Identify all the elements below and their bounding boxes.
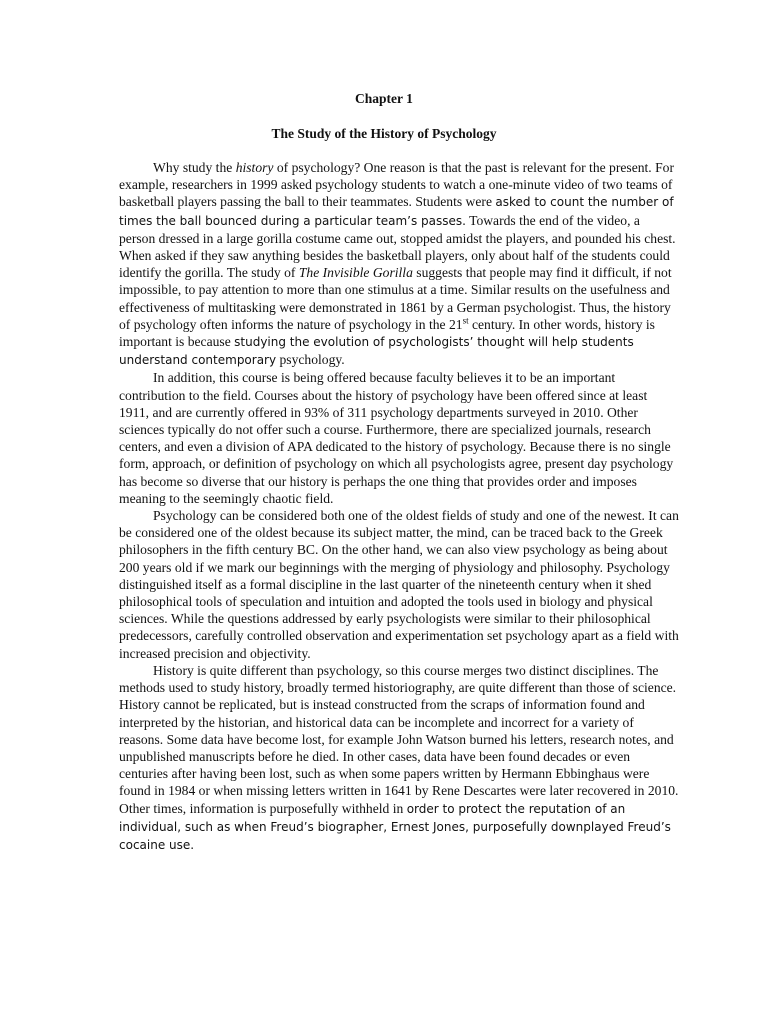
p4-text-b: order to protect the reputation of an individual, such as when Freud’s biographer, Ernest Jones, purposefully downplayed Freud’s cocaine use.: [119, 801, 671, 852]
p4-text-a: History is quite different than psychology, so this course merges two distinct disciplines. The methods used to study history, broadly termed historiography, are quite different than those of science. History cannot be replicated, but is instead constructed from the scraps of information found and interpreted by the historian, and historical data can be incomplete and incorrect for a variety of reasons. Some data have become lost, for example John Watson burned his letters, research notes, and unpublished manuscripts before he died. In other cases, data have been found decades or even centuries after having been lost, such as when some papers written by Hermann Ebbinghaus were found in 1984 or when missing letters written in 1641 by Rene Descartes were later recovered in 2010. Other times, information is purposefully withheld in: [119, 662, 679, 816]
p1-superscript: st: [462, 315, 469, 326]
p1-text-c: of psychology? One reason is that the past is relevant for the present. For example, researchers in 1999 asked psychology students to watch a one-minute video of two teams of basketball players passing the ball to their teammates. Students were: [119, 160, 674, 210]
p1-text-i: century. In other words, history is important is because: [119, 316, 655, 350]
p1-text-e: Towards the end of the video, a person dressed in a large gorilla costume came out, stopped amidst the players, and pounded his chest. When asked if they saw anything besides the basketball players, only about half of the students could identify the gorilla. The study of: [119, 212, 676, 281]
chapter-heading: Chapter 1: [355, 91, 413, 106]
paragraph-3: Psychology can be considered both one of the oldest fields of study and one of the newest. It can be considered one of the oldest because its subject matter, the mind, can be traced back to the Greek philosophers in the fifth century BC. On the other hand, we can also view psychology as being about 200 years old if we mark our beginnings with the merging of physiology and philosophy. Psychology distinguished itself as a formal discipline in the last quarter of the nineteenth century when it shed philosophical tools of speculation and intuition and adopted the tools used in biology and physical sciences. While the questions addressed by early psychologists were similar to their philosophical predecessors, carefully controlled observation and experimentation set psychology apart as a field with increased precision and objectivity.: [119, 508, 679, 661]
paragraph-1: [119, 159, 679, 369]
paragraph-4: [119, 662, 679, 854]
paragraph-2: In addition, this course is being offered because faculty believes it to be an important contribution to the field. Courses about the history of psychology have been offered since at least 1911, and are currently offered in 93% of 311 psychology departments surveyed in 2010. Other sciences typically do not offer such a course. Furthermore, there are specialized journals, research centers, and even a division of APA dedicated to the history of psychology. Because there is no single form, approach, or definition of psychology on which all psychologists agree, present day psychology has become so diverse that our history is perhaps the one thing that provides order and imposes meaning to the seemingly chaotic field.: [119, 370, 674, 506]
p1-text-k: psychology.: [276, 352, 345, 368]
p1-text-j: studying the evolution of psychologists’ thought will help students understand contemporary: [119, 335, 634, 368]
p1-text-g: suggests that people may find it difficult, if not impossible, to pay attention to more than one stimulus at a time. Similar results on the usefulness and effectiveness of multitasking were demonstrated in 1861 by a German psychologist. Thus, the history of psychology often informs the nature of psychology in the 21: [119, 265, 672, 332]
p1-emphasis-history: history: [235, 160, 274, 175]
p1-text-d: asked to count the number of times the ball bounced during a particular team’s passes.: [119, 195, 674, 228]
document-body: [119, 159, 679, 854]
p1-text-a: Why study the: [153, 160, 236, 175]
chapter-title: The Study of the History of Psychology: [271, 126, 497, 141]
p1-emphasis-gorilla: The Invisible Gorilla: [298, 265, 413, 281]
